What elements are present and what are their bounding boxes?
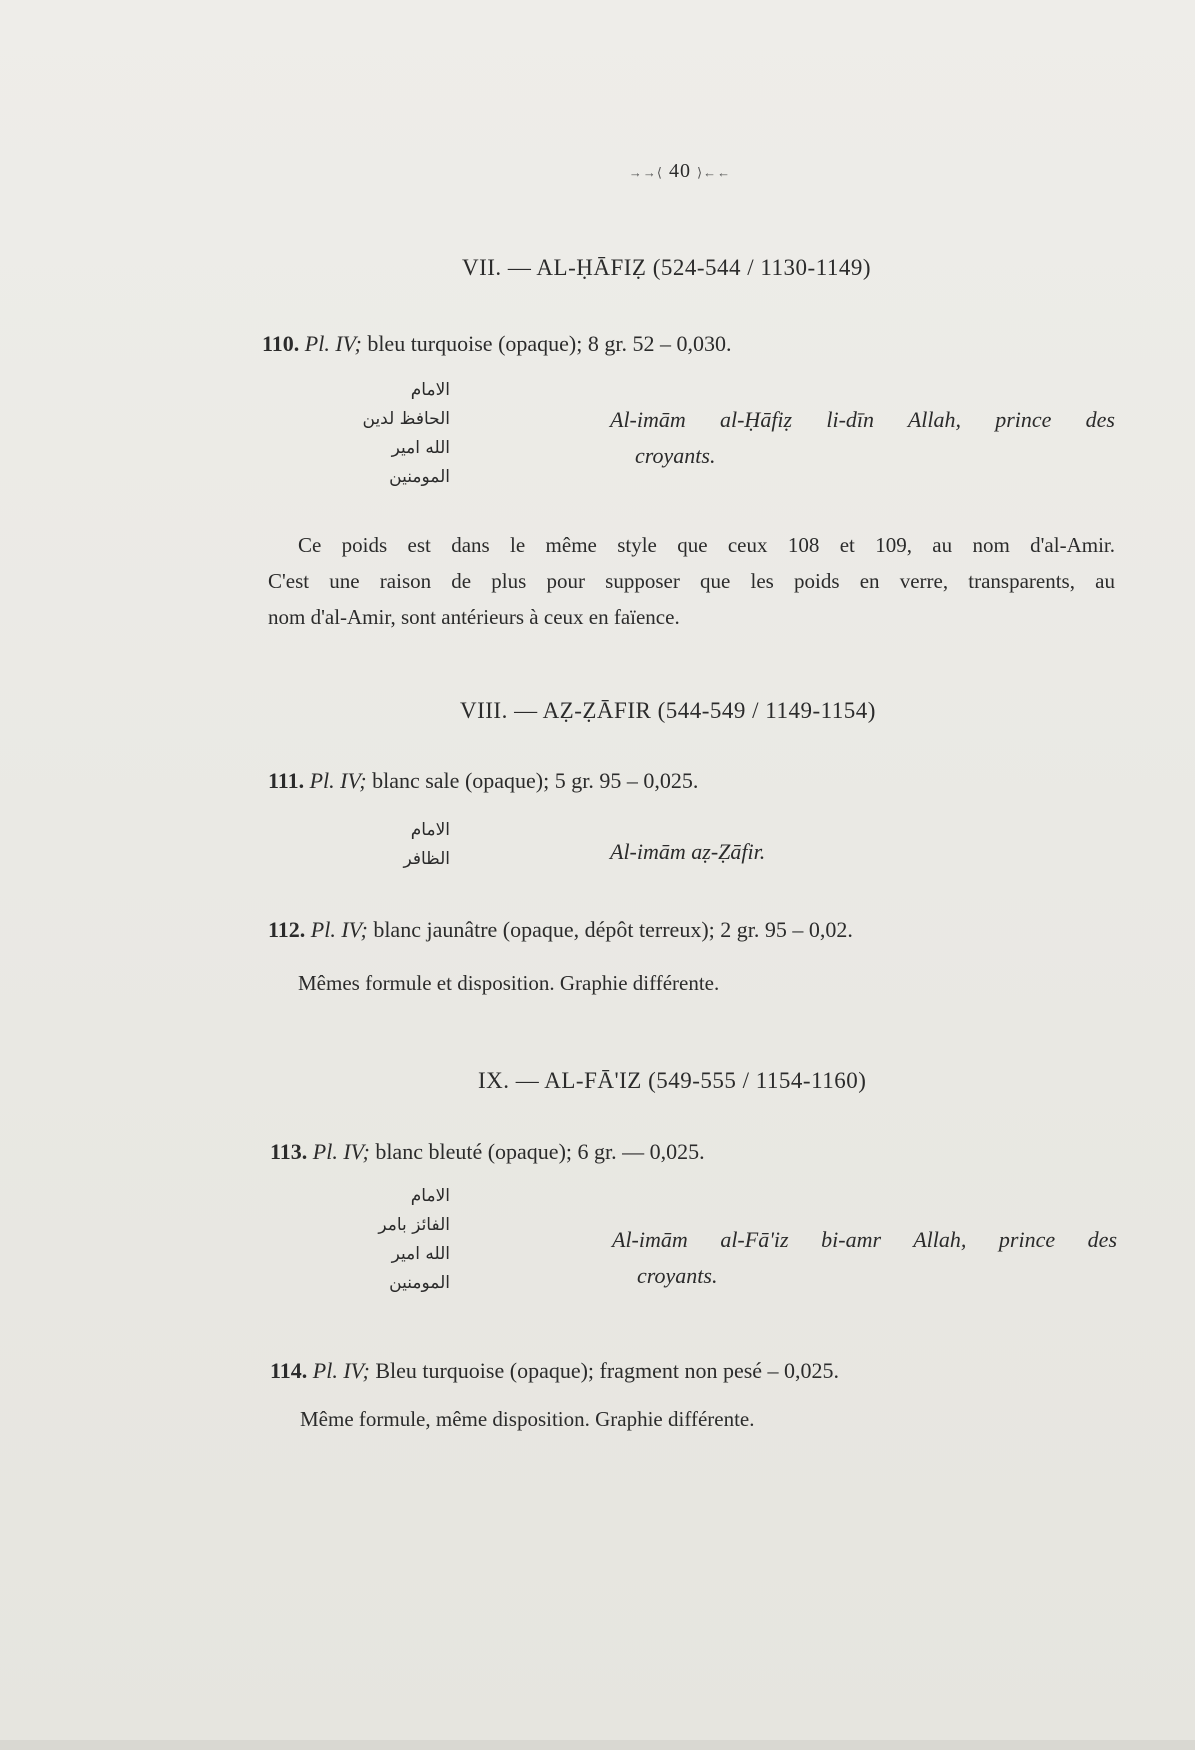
arabic-inscription-113 <box>330 1182 450 1298</box>
translit-line-1: Al-imām al-Fā'iz bi-amr Allah, prince des <box>612 1227 1117 1252</box>
arabic-inscription-111 <box>330 816 450 874</box>
translit-line-1: Al-imām al-Ḥāfiẓ li-dīn Allah, prince des <box>610 407 1115 432</box>
arabic-line: الله امير <box>391 438 450 458</box>
arabic-line: الامام <box>410 820 450 840</box>
arabic-line: الفائز بامر <box>378 1215 450 1235</box>
entry-description: Bleu turquoise (opaque); fragment non pesé – 0,025. <box>375 1358 840 1383</box>
entry-number: 111 <box>268 768 299 793</box>
arabic-inscription-110 <box>330 376 450 492</box>
paragraph-line-1: Ce poids est dans le même style que ceux 108 et 109, au nom d'al-Amir. <box>298 533 1115 557</box>
entry-number: 112 <box>268 917 300 942</box>
section-heading-ix: IX. — AL-FĀ'IZ (549-555 / 1154-1160) <box>478 1068 867 1093</box>
plate-ref: Pl. IV; <box>312 1139 370 1164</box>
plate-ref: Pl. IV; <box>310 917 368 942</box>
entry-112: 112. Pl. IV; blanc jaunâtre (opaque, dépôt terreux); 2 gr. 95 – 0,02. <box>268 917 853 942</box>
entry-number: 114 <box>270 1358 302 1383</box>
paragraph-line-2: C'est une raison de plus pour supposer que les poids en verre, transparents, au <box>268 569 1115 593</box>
section-heading-vii: VII. — AL-ḤĀFIẒ (524-544 / 1130-1149) <box>462 255 872 280</box>
entry-description: bleu turquoise (opaque); 8 gr. 52 – 0,030. <box>367 331 732 356</box>
plate-ref: Pl. IV; <box>304 331 362 356</box>
entry-note-114: Même formule, même disposition. Graphie différente. <box>300 1407 755 1431</box>
commentary-paragraph <box>268 527 1115 635</box>
arabic-line: المومنين <box>389 467 450 487</box>
page-bottom-edge <box>0 1740 1195 1750</box>
section-heading-viii: VIII. — AẒ-ẒĀFIR (544-549 / 1149-1154) <box>460 698 876 723</box>
paragraph-line-3: nom d'al-Amir, sont antérieurs à ceux en faïence. <box>268 605 680 629</box>
translit-line-2: croyants. <box>637 1263 718 1288</box>
arabic-line: الامام <box>410 1186 450 1206</box>
page-number-text: 40 <box>669 160 691 182</box>
folio-ornament-right: ⟩←← <box>697 165 732 180</box>
entry-note-112: Mêmes formule et disposition. Graphie différente. <box>298 971 720 995</box>
plate-ref: Pl. IV; <box>312 1358 370 1383</box>
folio-ornament-left: →→⟨ <box>628 165 663 180</box>
page-number <box>600 160 760 183</box>
arabic-line: الحافظ لدين <box>362 409 450 429</box>
entry-110: 110. Pl. IV; bleu turquoise (opaque); 8 gr. 52 – 0,030. <box>262 331 732 356</box>
arabic-line: الله امير <box>391 1244 450 1264</box>
arabic-line: الظافر <box>403 849 450 869</box>
entry-description: blanc sale (opaque); 5 gr. 95 – 0,025. <box>372 768 699 793</box>
transliteration-113 <box>612 1222 1117 1294</box>
translit-line-2: croyants. <box>635 443 716 468</box>
entry-number: 113 <box>270 1139 302 1164</box>
arabic-line: الامام <box>410 380 450 400</box>
transliteration-110 <box>610 402 1115 474</box>
plate-ref: Pl. IV; <box>309 768 367 793</box>
entry-113: 113. Pl. IV; blanc bleuté (opaque); 6 gr. — 0,025. <box>270 1139 705 1164</box>
entry-description: blanc jaunâtre (opaque, dépôt terreux); 2 gr. 95 – 0,02. <box>373 917 853 942</box>
entry-111: 111. Pl. IV; blanc sale (opaque); 5 gr. 95 – 0,025. <box>268 768 699 793</box>
transliteration-111: Al-imām aẓ-Ẓāfir. <box>610 839 766 864</box>
entry-description: blanc bleuté (opaque); 6 gr. — 0,025. <box>375 1139 705 1164</box>
entry-114: 114. Pl. IV; Bleu turquoise (opaque); fragment non pesé – 0,025. <box>270 1358 840 1383</box>
entry-number: 110 <box>262 331 294 356</box>
arabic-line: المومنين <box>389 1273 450 1293</box>
